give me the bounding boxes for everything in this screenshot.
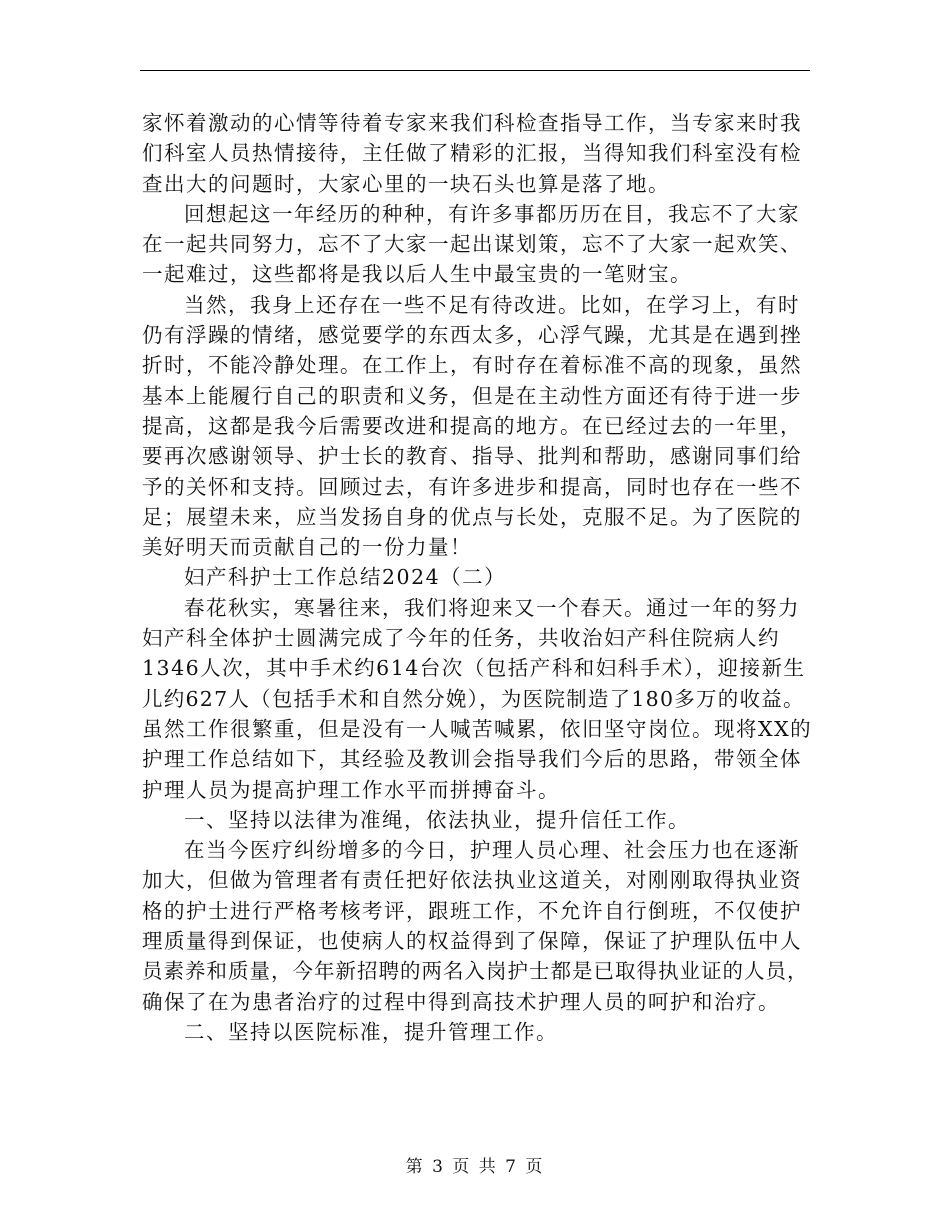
text-line: 们科室人员热情接待，主任做了精彩的汇报，当得知我们科室没有检 [142,141,802,166]
text-line: 回想起这一年经历的种种，有许多事都历历在目，我忘不了大家 [184,201,800,226]
header-rule [140,70,810,71]
text-line: 护理人员为提高护理工作水平而拼搏奋斗。 [142,777,560,802]
text-line: 护理工作总结如下，其经验及教训会指导我们今后的思路，带领全体 [142,747,802,772]
text-line: 在一起共同努力，忘不了大家一起出谋划策，忘不了大家一起欢笑、 [142,232,802,257]
text-line: 员素养和质量，今年新招聘的两名入岗护士都是已取得执业证的人员， [142,959,809,984]
text-line: 折时，不能冷静处理。在工作上，有时存在着标准不高的现象，虽然 [142,353,802,378]
text-line: 查出大的问题时，大家心里的一块石头也算是落了地。 [142,171,670,196]
text-line: 理质量得到保证，也使病人的权益得到了保障，保证了护理队伍中人 [142,929,802,954]
text-line: 美好明天而贡献自己的一份力量！ [142,535,472,560]
text-line: 确保了在为患者治疗的过程中得到高技术护理人员的呵护和治疗。 [142,989,780,1014]
text-line: 1346人次，其中手术约614台次（包括产科和妇科手术），迎接新生 [142,656,806,681]
section-heading: 妇产科护士工作总结2024（二） [184,565,507,590]
text-line: 足；展望未来，应当发扬自身的优点与长处，克服不足。为了医院的 [142,504,802,529]
document-body [142,108,812,1047]
text-line: 加大，但做为管理者有责任把好依法执业这道关，对刚刚取得执业资 [142,868,802,893]
text-line: 予的关怀和支持。回顾过去，有许多进步和提高，同时也存在一些不 [142,474,802,499]
text-line: 仍有浮躁的情绪，感觉要学的东西太多，心浮气躁，尤其是在遇到挫 [142,323,802,348]
text-line: 要再次感谢领导、护士长的教育、指导、批判和帮助，感谢同事们给 [142,444,802,469]
page-number: 第 3 页 共 7 页 [405,1157,545,1177]
text-line: 在当今医疗纠纷增多的今日，护理人员心理、社会压力也在逐渐 [184,838,800,863]
text-line: 虽然工作很繁重，但是没有一人喊苦喊累，依旧坚守岗位。现将XX的 [142,716,813,741]
text-line: 基本上能履行自己的职责和义务，但是在主动性方面还有待于进一步 [142,383,802,408]
text-line: 家怀着激动的心情等待着专家来我们科检查指导工作，当专家来时我 [142,111,802,135]
text-line: 一起难过，这些都将是我以后人生中最宝贵的一笔财宝。 [142,262,692,287]
text-line: 格的护士进行严格考核考评，跟班工作，不允许自行倒班，不仅使护 [142,898,802,923]
text-line: 提高，这都是我今后需要改进和提高的地方。在已经过去的一年里， [142,413,802,438]
text-line: 妇产科全体护士圆满完成了今年的任务，共收治妇产科住院病人约 [142,626,780,651]
section-heading: 二、坚持以医院标准，提升管理工作。 [184,1019,558,1044]
text-line: 春花秋实，寒暑往来，我们将迎来又一个春天。通过一年的努力 [184,595,800,620]
text-line: 当然，我身上还存在一些不足有待改进。比如，在学习上，有时 [184,292,800,317]
text-line: 儿约627人（包括手术和自然分娩），为医院制造了180多万的收益。 [142,686,805,711]
section-heading: 一、坚持以法律为准绳，依法执业，提升信任工作。 [184,807,690,832]
